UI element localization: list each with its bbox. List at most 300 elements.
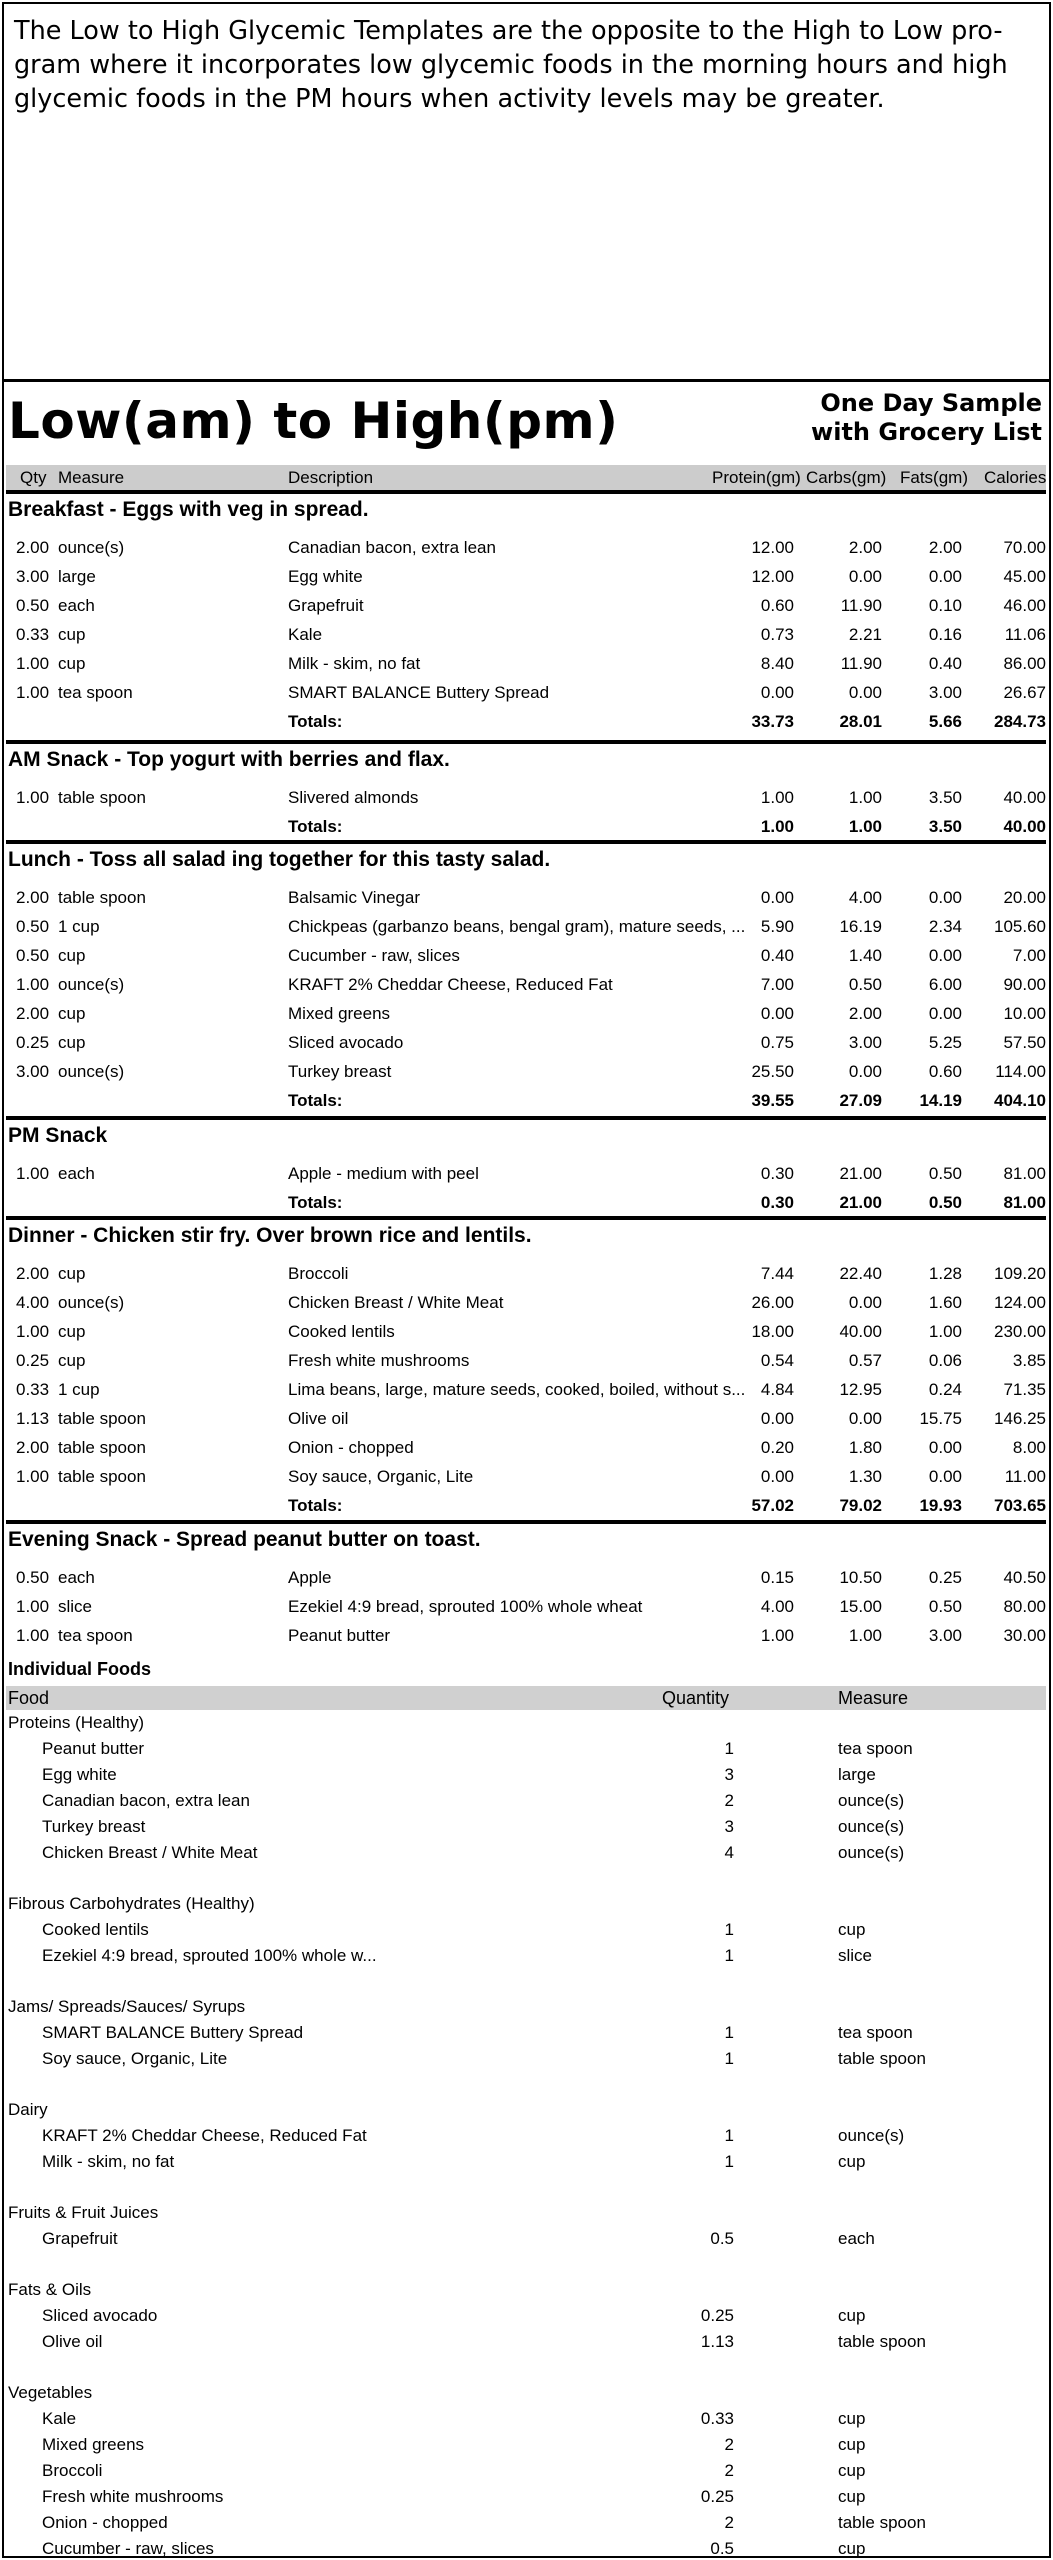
calories-value: 3.85	[1012, 1351, 1046, 1370]
description-value: Canadian bacon, extra lean	[288, 538, 496, 557]
grocery-measure: cup	[838, 2487, 866, 2506]
grocery-food: Broccoli	[42, 2461, 103, 2480]
intro-box	[2, 2, 1051, 382]
protein-value: 7.44	[760, 1264, 794, 1283]
totals-label: Totals:	[288, 1193, 343, 1212]
food-row	[6, 1260, 1046, 1288]
calories-value: 230.00	[994, 1322, 1046, 1341]
calories-value: 7.00	[1012, 946, 1046, 965]
qty-value: 1.00	[16, 1164, 50, 1183]
calories-value: 11.00	[1004, 1467, 1046, 1486]
qty-value: 0.25	[16, 1351, 50, 1370]
protein-value: 0.75	[760, 1033, 794, 1052]
calories-value: 90.00	[1003, 975, 1046, 994]
food-row	[6, 1564, 1046, 1592]
fats-value: 0.50	[928, 1597, 962, 1616]
measure-value: ounce(s)	[58, 975, 125, 994]
carbs-value: 1.00	[848, 788, 882, 807]
protein-value: 26.00	[751, 1293, 794, 1312]
description-value: Ezekiel 4:9 bread, sprouted 100% whole wheat	[288, 1597, 643, 1616]
description-value: Chicken Breast / White Meat	[288, 1293, 504, 1312]
calories-value: 45.00	[1003, 567, 1046, 586]
protein-value: 0.00	[760, 1467, 794, 1486]
grocery-item	[6, 2332, 1046, 2358]
fats-value: 3.50	[928, 817, 962, 836]
description-value: Balsamic Vinegar	[288, 888, 420, 907]
grocery-item	[6, 2539, 1046, 2560]
carbs-value: 2.21	[848, 625, 882, 644]
calories-value: 124.00	[994, 1293, 1046, 1312]
col-description: Description	[288, 468, 374, 487]
carbs-value: 21.00	[839, 1164, 882, 1183]
col-fats: Fats(gm)	[900, 468, 968, 487]
qty-value: 0.50	[16, 596, 50, 615]
food-row	[6, 563, 1046, 591]
grocery-list-title: Individual Foods	[8, 1659, 151, 1679]
calories-value: 86.00	[1003, 654, 1046, 673]
fats-value: 0.00	[928, 1467, 962, 1486]
calories-value: 703.65	[994, 1496, 1046, 1515]
grocery-measure: each	[838, 2229, 875, 2248]
totals-label: Totals:	[288, 817, 343, 836]
food-row	[6, 1318, 1046, 1346]
fats-value: 2.00	[928, 538, 962, 557]
carbs-value: 2.00	[848, 1004, 882, 1023]
carbs-value: 11.90	[840, 596, 882, 615]
protein-value: 0.00	[760, 683, 794, 702]
grocery-item	[6, 2306, 1046, 2332]
qty-value: 0.50	[16, 917, 50, 936]
protein-value: 0.00	[760, 1409, 794, 1428]
description-value: Grapefruit	[288, 596, 364, 615]
calories-value: 40.00	[1003, 788, 1046, 807]
food-row	[6, 534, 1046, 562]
grocery-measure: ounce(s)	[838, 1843, 905, 1862]
grocery-food: Milk - skim, no fat	[42, 2152, 175, 2171]
fats-value: 3.00	[928, 1626, 962, 1645]
fats-value: 0.24	[928, 1380, 962, 1399]
measure-value: cup	[58, 1351, 86, 1370]
qty-value: 1.00	[16, 1626, 50, 1645]
qty-value: 0.50	[16, 1568, 50, 1587]
measure-value: table spoon	[58, 1438, 146, 1457]
plan-title: Low(am) to High(pm)	[8, 392, 619, 450]
carbs-value: 21.00	[839, 1193, 882, 1212]
grocery-quantity: 0.25	[700, 2487, 734, 2506]
measure-value: ounce(s)	[58, 1062, 125, 1081]
grocery-measure: ounce(s)	[838, 2126, 905, 2145]
fats-value: 0.06	[928, 1351, 962, 1370]
fats-value: 0.10	[928, 596, 962, 615]
fats-value: 1.60	[928, 1293, 962, 1312]
protein-value: 1.00	[760, 1626, 794, 1645]
calories-value: 40.50	[1003, 1568, 1046, 1587]
grocery-item	[6, 2023, 1046, 2049]
carbs-value: 28.01	[839, 712, 882, 731]
carbs-value: 0.57	[848, 1351, 882, 1370]
carbs-value: 11.90	[840, 654, 882, 673]
measure-value: cup	[58, 1033, 86, 1052]
grocery-item	[6, 2126, 1046, 2152]
grocery-quantity: 2	[724, 2461, 734, 2480]
grocery-food: Turkey breast	[42, 1817, 146, 1836]
fats-value: 3.50	[928, 788, 962, 807]
food-row	[6, 971, 1046, 999]
carbs-value: 79.02	[839, 1496, 882, 1515]
grocery-food: Sliced avocado	[42, 2306, 158, 2325]
calories-value: 40.00	[1003, 817, 1046, 836]
measure-value: slice	[58, 1597, 93, 1616]
fats-value: 0.40	[928, 654, 962, 673]
col-protein: Protein(gm)	[712, 468, 801, 487]
protein-value: 0.30	[760, 1193, 794, 1212]
fats-value: 0.00	[928, 1004, 962, 1023]
meal-title: Breakfast - Eggs with veg in spread.	[8, 498, 369, 521]
meal-section	[6, 1520, 1046, 1650]
grocery-quantity: 1	[724, 2049, 734, 2068]
carbs-value: 40.00	[839, 1322, 882, 1341]
calories-value: 80.00	[1003, 1597, 1046, 1616]
calories-value: 81.00	[1003, 1193, 1046, 1212]
protein-value: 0.20	[760, 1438, 794, 1457]
totals-label: Totals:	[288, 1496, 343, 1515]
carbs-value: 0.00	[848, 567, 882, 586]
qty-value: 1.00	[16, 975, 50, 994]
food-row	[6, 1405, 1046, 1433]
measure-value: 1 cup	[58, 917, 100, 936]
grocery-category: Fibrous Carbohydrates (Healthy)	[8, 1894, 255, 1913]
fats-value: 15.75	[919, 1409, 962, 1428]
description-value: Apple	[288, 1568, 332, 1587]
meal-title: Evening Snack - Spread peanut butter on toast.	[8, 1528, 481, 1551]
food-row	[6, 679, 1046, 707]
grocery-item	[6, 2461, 1046, 2487]
grocery-quantity: 0.33	[700, 2409, 734, 2428]
totals-row	[6, 1492, 1046, 1520]
measure-value: cup	[58, 1322, 86, 1341]
carbs-value: 0.50	[848, 975, 882, 994]
measure-value: cup	[58, 946, 86, 965]
grocery-category: Dairy	[8, 2100, 48, 2119]
measure-value: each	[58, 1164, 95, 1183]
measure-value: table spoon	[58, 788, 146, 807]
grocery-item	[6, 1946, 1046, 1972]
plan-subtitle-line-1: One Day Sample	[820, 389, 1042, 417]
carbs-value: 0.00	[848, 1409, 882, 1428]
qty-value: 1.00	[16, 683, 50, 702]
grocery-list	[6, 1656, 1046, 2556]
measure-value: table spoon	[58, 1467, 146, 1486]
grocery-quantity: 0.5	[710, 2539, 734, 2558]
qty-value: 1.00	[16, 788, 50, 807]
fats-value: 0.50	[928, 1164, 962, 1183]
protein-value: 33.73	[751, 712, 794, 731]
food-row	[6, 784, 1046, 812]
grocery-item	[6, 1920, 1046, 1946]
meal-title: Lunch - Toss all salad ing together for this tasty salad.	[8, 848, 551, 871]
description-value: Milk - skim, no fat	[288, 654, 421, 673]
food-row	[6, 1593, 1046, 1621]
description-value: Turkey breast	[288, 1062, 392, 1081]
qty-value: 0.33	[16, 625, 50, 644]
grocery-quantity: 1	[724, 2023, 734, 2042]
meal-section	[6, 740, 1046, 840]
carbs-value: 27.09	[839, 1091, 882, 1110]
grocery-quantity: 0.5	[710, 2229, 734, 2248]
grocery-food: Olive oil	[42, 2332, 103, 2351]
description-value: Olive oil	[288, 1409, 349, 1428]
food-row	[6, 913, 1046, 941]
description-value: Peanut butter	[288, 1626, 391, 1645]
calories-value: 105.60	[994, 917, 1046, 936]
fats-value: 1.28	[928, 1264, 962, 1283]
measure-value: cup	[58, 1264, 86, 1283]
grocery-measure: ounce(s)	[838, 1791, 905, 1810]
meal-title: Dinner - Chicken stir fry. Over brown rice and lentils.	[8, 1224, 532, 1247]
description-value: KRAFT 2% Cheddar Cheese, Reduced Fat	[288, 975, 613, 994]
carbs-value: 22.40	[839, 1264, 882, 1283]
measure-value: cup	[58, 654, 86, 673]
grocery-food: Onion - chopped	[42, 2513, 168, 2532]
qty-value: 1.13	[16, 1409, 50, 1428]
protein-value: 0.00	[760, 1004, 794, 1023]
grocery-food: Fresh white mushrooms	[42, 2487, 224, 2506]
protein-value: 57.02	[751, 1496, 794, 1515]
protein-value: 0.40	[760, 946, 794, 965]
protein-value: 1.00	[760, 817, 794, 836]
grocery-measure: slice	[838, 1946, 873, 1965]
description-value: Lima beans, large, mature seeds, cooked, boiled, without s...	[288, 1380, 746, 1399]
calories-value: 26.67	[1003, 683, 1046, 702]
intro-line-2: gram where it incorporates low glycemic foods in the morning hours and high	[14, 50, 1008, 80]
fats-value: 6.00	[928, 975, 962, 994]
col-calories: Calories	[984, 468, 1047, 487]
carbs-value: 1.00	[848, 817, 882, 836]
grocery-item	[6, 2513, 1046, 2539]
protein-value: 5.90	[760, 917, 794, 936]
measure-value: cup	[58, 625, 86, 644]
food-row	[6, 650, 1046, 678]
grocery-quantity: 3	[724, 1765, 734, 1784]
description-value: SMART BALANCE Buttery Spread	[288, 683, 550, 702]
grocery-food: Kale	[42, 2409, 77, 2428]
qty-value: 2.00	[16, 538, 50, 557]
meal-title: PM Snack	[8, 1124, 108, 1147]
grocery-quantity: 1	[724, 1920, 734, 1939]
calories-value: 71.35	[1003, 1380, 1046, 1399]
calories-value: 70.00	[1003, 538, 1046, 557]
fats-value: 0.25	[928, 1568, 962, 1587]
description-value: Sliced avocado	[288, 1033, 404, 1052]
grocery-measure: cup	[838, 1920, 866, 1939]
carbs-value: 0.00	[848, 1062, 882, 1081]
totals-label: Totals:	[288, 712, 343, 731]
calories-value: 57.50	[1003, 1033, 1046, 1052]
description-value: Onion - chopped	[288, 1438, 414, 1457]
grocery-quantity: 1	[724, 2152, 734, 2171]
carbs-value: 0.00	[848, 1293, 882, 1312]
fats-value: 0.00	[928, 1438, 962, 1457]
grocery-measure: ounce(s)	[838, 1817, 905, 1836]
grocery-item	[6, 1739, 1046, 1765]
totals-row	[6, 708, 1046, 736]
grocery-category: Vegetables	[8, 2383, 93, 2402]
grocery-quantity: 0.25	[700, 2306, 734, 2325]
column-header-bar	[6, 465, 1046, 491]
grocery-category: Jams/ Spreads/Sauces/ Syrups	[8, 1997, 246, 2016]
protein-value: 0.30	[760, 1164, 794, 1183]
grocery-item	[6, 2409, 1046, 2435]
carbs-value: 1.80	[848, 1438, 882, 1457]
protein-value: 1.00	[760, 788, 794, 807]
calories-value: 404.10	[994, 1091, 1046, 1110]
grocery-food: Soy sauce, Organic, Lite	[42, 2049, 228, 2068]
qty-value: 0.25	[16, 1033, 50, 1052]
protein-value: 0.54	[760, 1351, 794, 1370]
qty-value: 2.00	[16, 888, 50, 907]
measure-value: tea spoon	[58, 683, 133, 702]
fats-value: 5.25	[928, 1033, 962, 1052]
grocery-measure: tea spoon	[838, 2023, 913, 2042]
intro-line-1: The Low to High Glycemic Templates are the opposite to the High to Low pro-	[14, 16, 1003, 46]
fats-value: 19.93	[919, 1496, 962, 1515]
carbs-value: 3.00	[848, 1033, 882, 1052]
col-qty: Qty	[20, 468, 47, 487]
protein-value: 0.00	[760, 888, 794, 907]
grocery-food: Cucumber - raw, slices	[42, 2539, 214, 2558]
description-value: Apple - medium with peel	[288, 1164, 479, 1183]
col-carbs: Carbs(gm)	[806, 468, 887, 487]
calories-value: 30.00	[1003, 1626, 1046, 1645]
food-row	[6, 1463, 1046, 1491]
grocery-quantity: 1	[724, 2126, 734, 2145]
fats-value: 3.00	[928, 683, 962, 702]
grocery-item	[6, 2435, 1046, 2461]
intro-line-3: glycemic foods in the PM hours when activity levels may be greater.	[14, 84, 885, 114]
food-row	[6, 1289, 1046, 1317]
grocery-measure: cup	[838, 2435, 866, 2454]
grocery-header-bar	[6, 1686, 1046, 1710]
fats-value: 0.00	[928, 946, 962, 965]
qty-value: 2.00	[16, 1264, 50, 1283]
fats-value: 14.19	[919, 1091, 962, 1110]
grocery-category: Fats & Oils	[8, 2280, 92, 2299]
grocery-quantity: 1.13	[700, 2332, 734, 2351]
meal-section	[6, 490, 1046, 740]
grocery-item	[6, 1843, 1046, 1869]
description-value: Cucumber - raw, slices	[288, 946, 460, 965]
measure-value: 1 cup	[58, 1380, 100, 1399]
calories-value: 81.00	[1003, 1164, 1046, 1183]
grocery-category: Proteins (Healthy)	[8, 1713, 145, 1732]
description-value: Cooked lentils	[288, 1322, 395, 1341]
plan-subtitle	[811, 389, 1042, 447]
grocery-col-measure: Measure	[838, 1688, 909, 1708]
meal-section	[6, 1116, 1046, 1216]
meal-section	[6, 840, 1046, 1116]
grocery-col-quantity: Quantity	[662, 1688, 730, 1708]
measure-value: table spoon	[58, 1409, 146, 1428]
protein-value: 4.00	[760, 1597, 794, 1616]
carbs-value: 12.95	[839, 1380, 882, 1399]
grocery-item	[6, 2049, 1046, 2075]
grocery-quantity: 4	[724, 1843, 734, 1862]
carbs-value: 15.00	[839, 1597, 882, 1616]
measure-value: ounce(s)	[58, 538, 125, 557]
measure-value: tea spoon	[58, 1626, 133, 1645]
protein-value: 0.60	[760, 596, 794, 615]
carbs-value: 10.50	[839, 1568, 882, 1587]
grocery-measure: cup	[838, 2306, 866, 2325]
measure-value: table spoon	[58, 888, 146, 907]
calories-value: 10.00	[1003, 1004, 1046, 1023]
calories-value: 114.00	[995, 1062, 1046, 1081]
protein-value: 25.50	[751, 1062, 794, 1081]
grocery-item	[6, 1817, 1046, 1843]
fats-value: 5.66	[928, 712, 962, 731]
description-value: Egg white	[288, 567, 363, 586]
meal-section	[6, 1216, 1046, 1520]
totals-label: Totals:	[288, 1091, 343, 1110]
grocery-food: Cooked lentils	[42, 1920, 149, 1939]
calories-value: 11.06	[1004, 625, 1046, 644]
description-value: Soy sauce, Organic, Lite	[288, 1467, 474, 1486]
qty-value: 4.00	[16, 1293, 50, 1312]
grocery-food: KRAFT 2% Cheddar Cheese, Reduced Fat	[42, 2126, 367, 2145]
grocery-food: Ezekiel 4:9 bread, sprouted 100% whole w...	[42, 1946, 377, 1965]
fats-value: 0.60	[928, 1062, 962, 1081]
calories-value: 146.25	[994, 1409, 1046, 1428]
description-value: Fresh white mushrooms	[288, 1351, 470, 1370]
carbs-value: 0.00	[848, 683, 882, 702]
totals-row	[6, 813, 1046, 841]
food-row	[6, 1000, 1046, 1028]
description-value: Mixed greens	[288, 1004, 391, 1023]
qty-value: 1.00	[16, 654, 50, 673]
measure-value: large	[58, 567, 96, 586]
fats-value: 0.00	[928, 567, 962, 586]
carbs-value: 16.19	[839, 917, 882, 936]
protein-value: 4.84	[760, 1380, 794, 1399]
qty-value: 3.00	[16, 567, 50, 586]
grocery-food: Peanut butter	[42, 1739, 145, 1758]
qty-value: 3.00	[16, 1062, 50, 1081]
qty-value: 1.00	[16, 1322, 50, 1341]
grocery-measure: table spoon	[838, 2049, 926, 2068]
qty-value: 2.00	[16, 1004, 50, 1023]
calories-value: 284.73	[994, 712, 1046, 731]
protein-value: 39.55	[751, 1091, 794, 1110]
grocery-item	[6, 2152, 1046, 2178]
grocery-measure: cup	[838, 2409, 866, 2428]
grocery-item	[6, 1765, 1046, 1791]
grocery-col-food: Food	[8, 1688, 50, 1708]
food-row	[6, 1029, 1046, 1057]
grocery-food: Chicken Breast / White Meat	[42, 1843, 258, 1862]
protein-value: 0.73	[760, 625, 794, 644]
food-row	[6, 1622, 1046, 1650]
grocery-quantity: 3	[724, 1817, 734, 1836]
grocery-food: Grapefruit	[42, 2229, 118, 2248]
qty-value: 2.00	[16, 1438, 50, 1457]
food-row	[6, 592, 1046, 620]
protein-value: 0.15	[760, 1568, 794, 1587]
food-row	[6, 1347, 1046, 1375]
meal-title: AM Snack - Top yogurt with berries and flax.	[8, 748, 450, 771]
measure-value: ounce(s)	[58, 1293, 125, 1312]
plan-subtitle-line-2: with Grocery List	[811, 418, 1042, 446]
calories-value: 8.00	[1012, 1438, 1046, 1457]
